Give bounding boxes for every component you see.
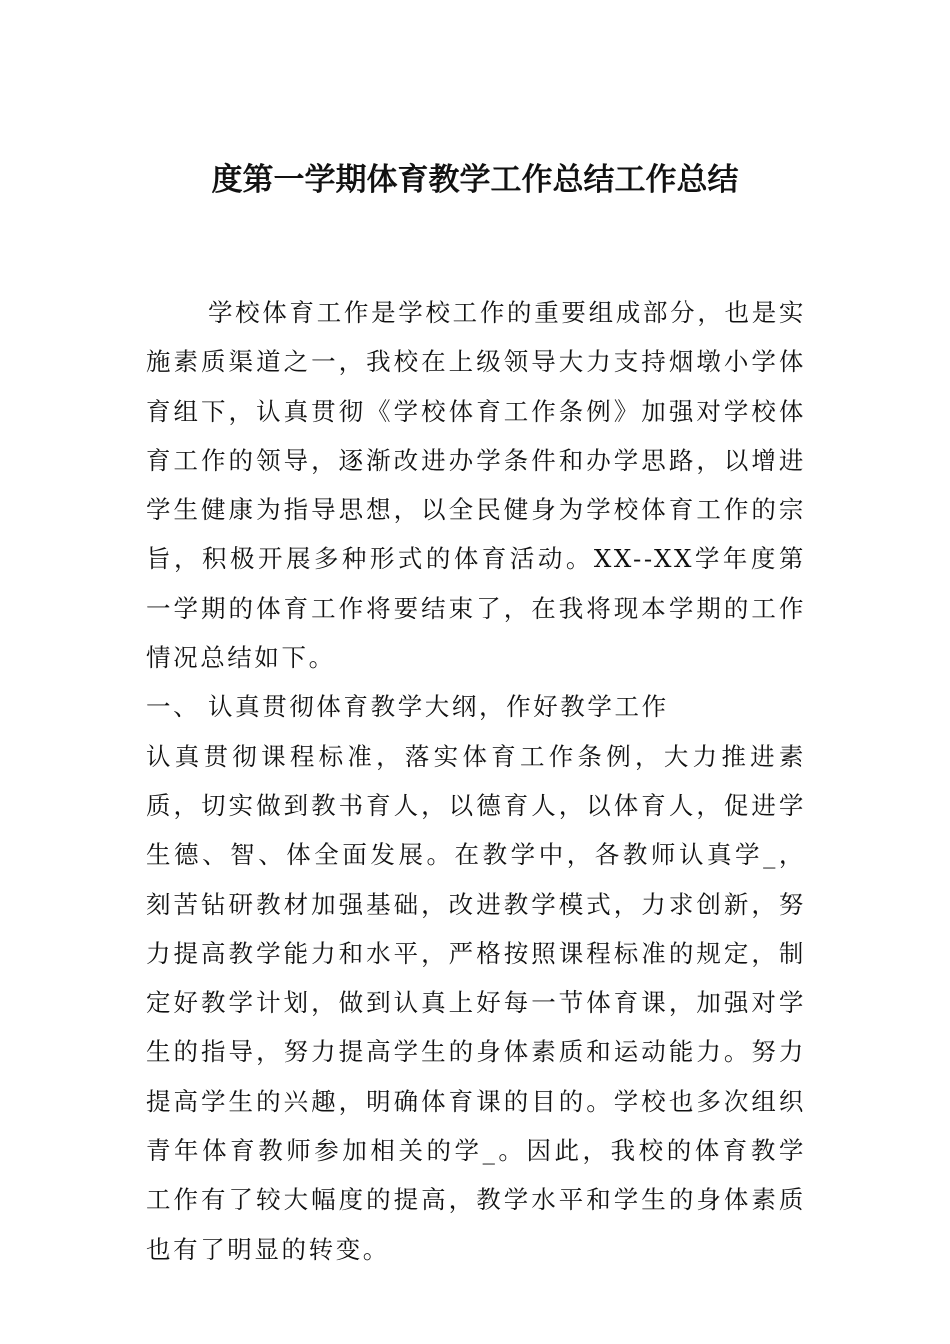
document-body [146,288,806,1274]
section-1-number: 一、 [146,692,201,722]
intro-paragraph: 学校体育工作是学校工作的重要组成部分，也是实施素质渠道之一，我校在上级领导大力支持烟墩小学体育组下，认真贯彻《学校体育工作条例》加强对学校体育工作的领导，逐渐改进办学条件和办学思路，以增进学生健康为指导思想，以全民健身为学校体育工作的宗旨，积极开展多种形式的体育活动。XX--XX学年度第一学期的体育工作将要结束了，在我将现本学期的工作情况总结如下。 [146,298,806,673]
section-1-paragraph: 认真贯彻课程标准，落实体育工作条例，大力推进素质，切实做到教书育人，以德育人，以体育人，促进学生德、智、体全面发展。在教学中，各教师认真学_，刻苦钻研教材加强基础，改进教学模式，力求创新，努力提高教学能力和水平，严格按照课程标准的规定，制定好教学计划，做到认真上好每一节体育课，加强对学生的指导，努力提高学生的身体素质和运动能力。努力提高学生的兴趣，明确体育课的目的。学校也多次组织青年体育教师参加相关的学_。因此，我校的体育教学工作有了较大幅度的提高，教学水平和学生的身体素质也有了明显的转变。 [146,741,806,1264]
section-1-heading [146,682,806,731]
section-1-heading-text: 认真贯彻体育教学大纲，作好教学工作 [208,692,669,722]
document-title: 度第一学期体育教学工作总结工作总结 [211,162,739,198]
